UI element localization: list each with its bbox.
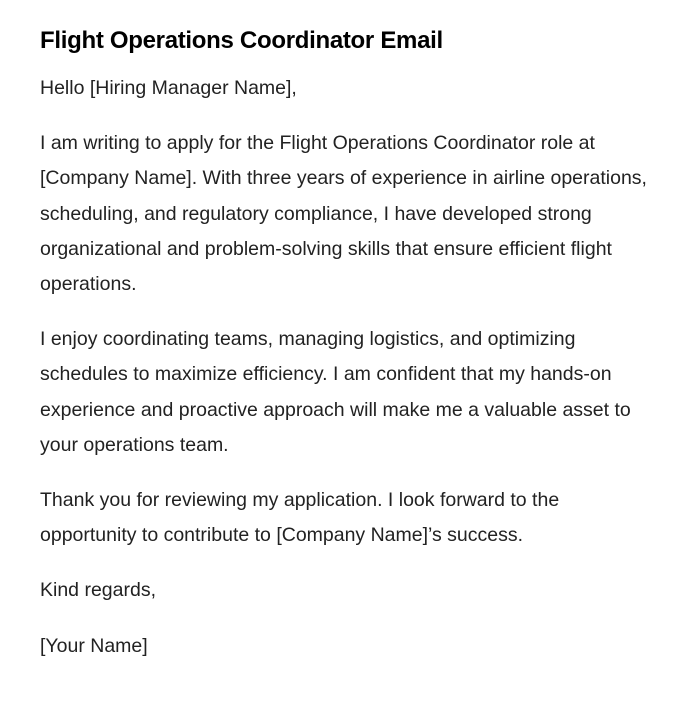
- body-paragraph-3: Thank you for reviewing my application. I look forward to the opportunity to contribute to [Company Name]’s success.: [40, 489, 560, 547]
- body-paragraph-1: I am writing to apply for the Flight Operations Coordinator role at [Company Name]. With three years of experience in airline operations, scheduling, and regulatory compliance, I have developed strong organizational and problem-solving skills that ensure efficient flight operations.: [40, 132, 647, 296]
- closing: Kind regards,: [40, 579, 156, 602]
- signature: [Your Name]: [40, 634, 148, 657]
- greeting: Hello [Hiring Manager Name],: [40, 77, 297, 99]
- email-document: [40, 24, 660, 664]
- document-title: Flight Operations Coordinator Email: [40, 27, 443, 54]
- body-paragraph-2: I enjoy coordinating teams, managing logistics, and optimizing schedules to maximize efficiency. I am confident that my hands-on experience and proactive approach will make me a valuable asset to your operations team.: [40, 328, 631, 456]
